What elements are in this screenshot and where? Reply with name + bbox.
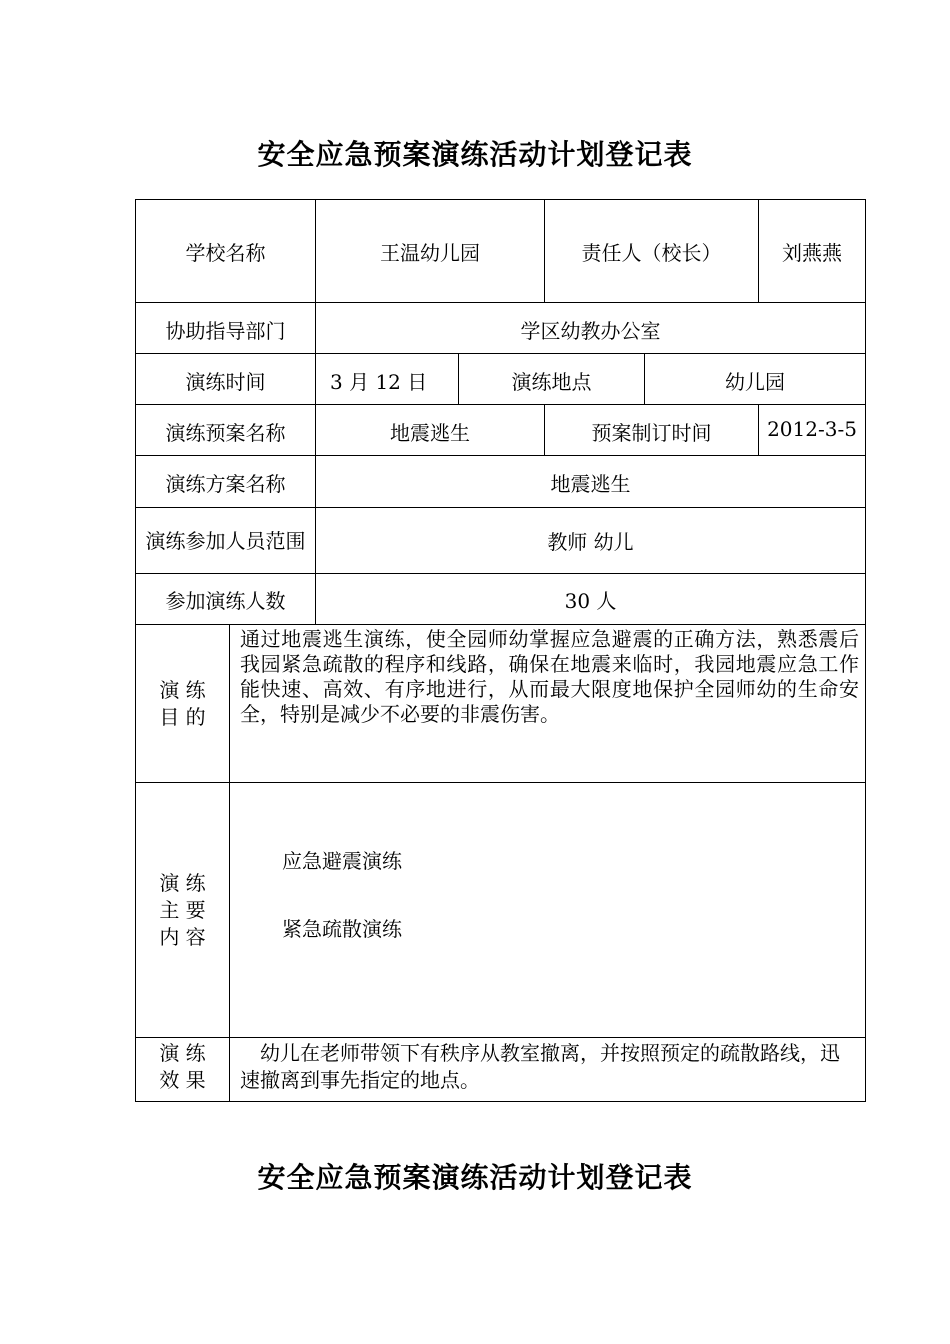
content-label [136,783,230,1038]
content-label-line-1: 演 练 [159,870,206,895]
purpose-label-line-1: 演 练 [159,677,206,702]
effect-label-line-2: 效 果 [159,1068,206,1092]
content-item-1: 应急避震演练 [282,849,402,873]
content-label-line-2: 主 要 [159,897,206,922]
place-label: 演练地点 [459,354,645,405]
row-purpose [136,625,866,783]
count-value: 30 人 [316,574,866,625]
plan-value: 地震逃生 [316,405,545,456]
place-value: 幼儿园 [645,354,866,405]
scheme-value: 地震逃生 [316,456,866,508]
row-scope [136,508,866,574]
plan-date-label: 预案制订时间 [545,405,759,456]
effect-label [136,1038,230,1102]
school-value: 王温幼儿园 [316,200,545,303]
purpose-label [136,625,230,783]
registration-form [135,199,866,1102]
content-label-line-3: 内 容 [159,924,206,949]
count-label: 参加演练人数 [136,574,316,625]
person-label: 责任人（校长） [545,200,759,303]
row-dept [136,303,866,354]
purpose-text: 通过地震逃生演练，使全园师幼掌握应急避震的正确方法，熟悉震后我园紧急疏散的程序和线路，确保在地震来临时，我园地震应急工作能快速、高效、有序地进行，从而最大限度地保护全园师幼的生命安全，特别是减少不必要的非震伤害。 [230,625,866,783]
school-label: 学校名称 [136,200,316,303]
person-value: 刘燕燕 [759,200,866,303]
row-content [136,783,866,1038]
page-title: 安全应急预案演练活动计划登记表 [257,138,693,171]
plan-date-value: 2012-3-5 [759,405,866,456]
content-cell [230,783,866,1038]
plan-label: 演练预案名称 [136,405,316,456]
row-plan [136,405,866,456]
row-school [136,200,866,303]
purpose-label-line-2: 目 的 [159,704,206,729]
content-item-2: 紧急疏散演练 [282,917,402,941]
dept-value: 学区幼教办公室 [316,303,866,354]
scope-label: 演练参加人员范围 [136,508,316,574]
scheme-label: 演练方案名称 [136,456,316,508]
dept-label: 协助指导部门 [136,303,316,354]
effect-label-line-1: 演 练 [159,1041,206,1065]
time-label: 演练时间 [136,354,316,405]
effect-text: 幼儿在老师带领下有秩序从教室撤离，并按照预定的疏散路线，迅速撤离到事先指定的地点。 [230,1038,866,1102]
page-title-repeat: 安全应急预案演练活动计划登记表 [257,1161,693,1194]
row-effect [136,1038,866,1102]
row-scheme [136,456,866,508]
scope-value: 教师 幼儿 [316,508,866,574]
row-time [136,354,866,405]
time-value: 3 月 12 日 [316,354,459,405]
row-count [136,574,866,625]
